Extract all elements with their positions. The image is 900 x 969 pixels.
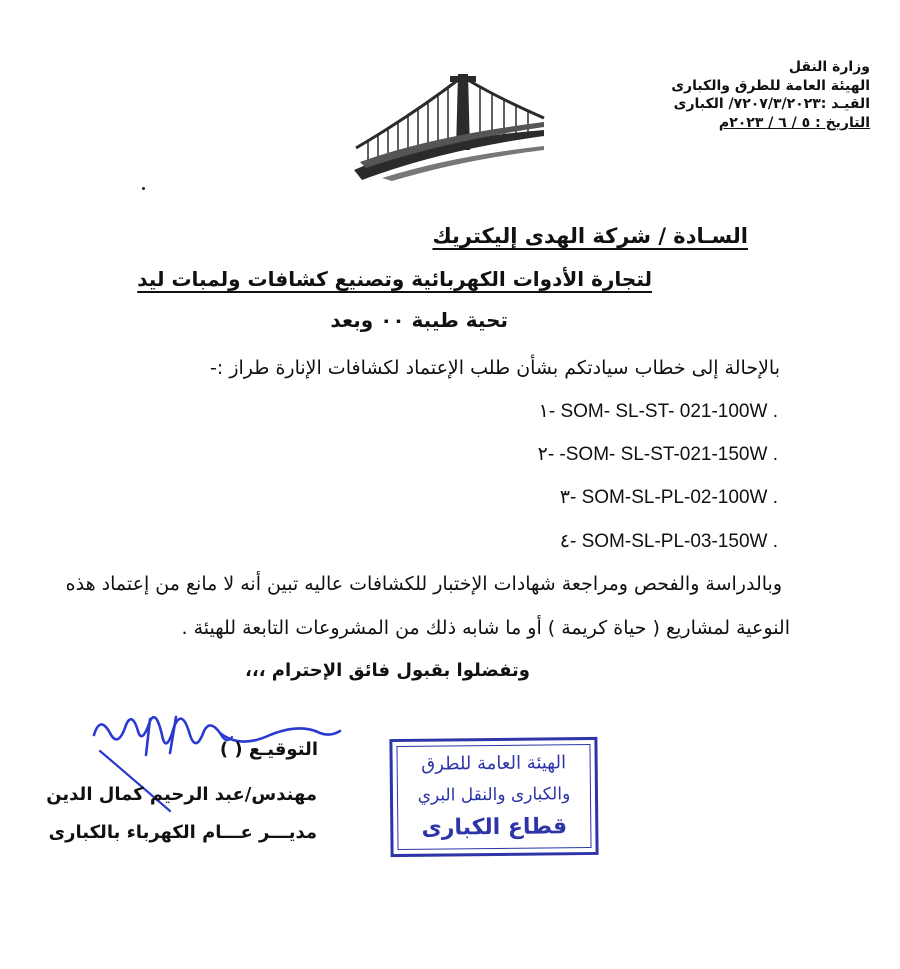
stamp-line2: والكبارى والنقل البري (417, 784, 571, 806)
bridge-logo-icon (352, 70, 546, 182)
model-item-text: ٢- -SOM- SL-ST-021-150W . (537, 444, 778, 465)
ministry-name: وزارة النقل (788, 59, 870, 75)
model-item (538, 443, 778, 466)
reference-number: القيـد :٧٢٠٧/٣/٢٠٢٣/ الكبارى (673, 96, 870, 112)
approval-paragraph-line2: النوعية لمشاريع ( حياة كريمة ) أو ما شابه ذلك من المشروعات التابعة للهيئة . (181, 617, 790, 639)
authority-name: الهيئة العامة للطرق والكبارى (671, 77, 870, 94)
signatory-position: مديـــر عـــام الكهرباء بالكبارى (48, 822, 317, 843)
model-item-text: ١- SOM- SL-ST- 021-100W . (538, 401, 778, 422)
letter-header (671, 58, 870, 132)
stamp-line3: قطاع الكبارى (421, 814, 568, 841)
official-stamp (389, 737, 598, 857)
stamp-line1: الهيئة العامة للطرق (421, 752, 567, 775)
approval-paragraph-line1: وبالدراسة والفحص ومراجعة شهادات الإختبار للكشافات عاليه تبين أنه لا مانع من إعتماد هذه (65, 573, 782, 595)
model-item-text: ٤- SOM-SL-PL-03-150W . (559, 531, 778, 552)
model-item (539, 400, 778, 423)
model-item-text: ٣- SOM-SL-PL-02-100W . (559, 487, 778, 508)
letter-date: التاريخ : ٥ / ٦ / ٢٠٢٣م (718, 114, 870, 131)
model-item (560, 530, 778, 553)
signature-label: التوقيـع ( ) (219, 739, 318, 760)
addressee-company: السـادة / شركة الهدى إليكتريك (432, 224, 748, 248)
intro-line: بالإحالة إلى خطاب سيادتكم بشأن طلب الإعتماد لكشافات الإنارة طراز :- (210, 357, 780, 379)
signatory-name: مهندس/عبد الرحيم كمال الدين (46, 784, 317, 805)
closing-line: وتفضلوا بقبول فائق الإحترام ،،، (245, 660, 530, 681)
greeting: تحية طيبة ٠٠ وبعد (330, 308, 508, 332)
stray-dot (142, 187, 145, 190)
model-item (560, 486, 778, 509)
addressee-description: لتجارة الأدوات الكهربائية وتصنيع كشافات ولمبات ليد (137, 267, 652, 291)
